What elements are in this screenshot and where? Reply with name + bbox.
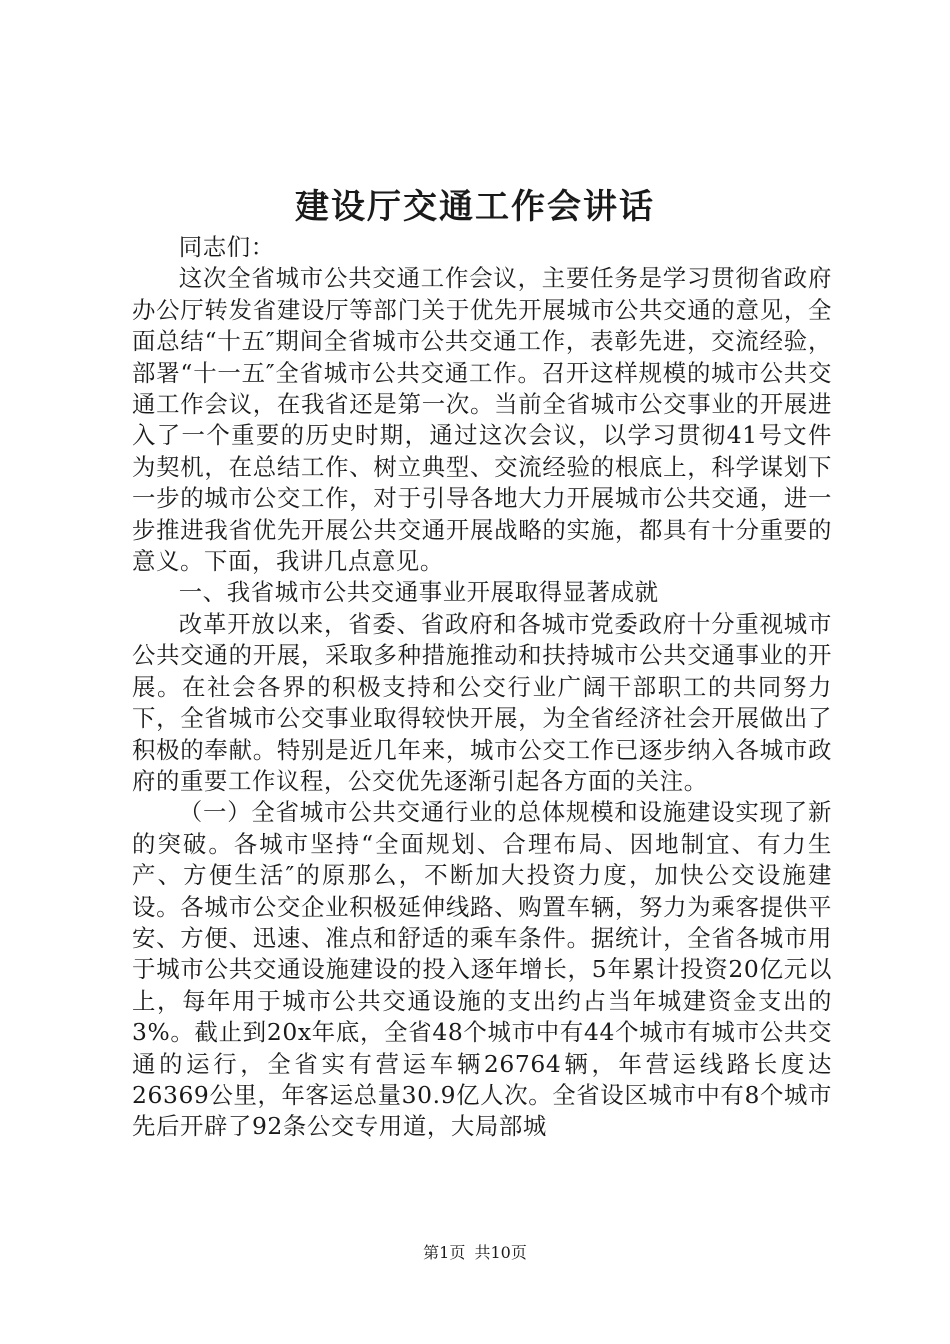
paragraph-intro: 这次全省城市公共交通工作会议，主要任务是学习贯彻省政府办公厅转发省建设厅等部门关于优先开展城市公共交通的意见，全面总结“十五″期间全省城市公共交通工作，表彰先进，交流经验，部署“十一五″全省城市公共交通工作。召开这样规模的城市公共交通工作会议，在我省还是第一次。当前全省城市公交事业的开展进入了一个重要的历史时期，通过这次会议，以学习贯彻41号文件为契机，在总结工作、树立典型、交流经验的根底上，科学谋划下一步的城市公交工作，对于引导各地大力开展城市公共交通，进一步推进我省优先开展公共交通开展战略的实施，都具有十分重要的意义。下面，我讲几点意见。: [132, 264, 832, 576]
document-title: 建设厅交通工作会讲话: [295, 187, 655, 227]
page-total: 共10页: [474, 1243, 527, 1262]
salutation: 同志们：: [178, 233, 275, 261]
document-body: [132, 232, 832, 1143]
page-number: 第1页: [423, 1243, 466, 1262]
section-heading: 一、我省城市公共交通事业开展取得显著成就: [178, 578, 659, 607]
paragraph: 改革开放以来，省委、省政府和各城市党委政府十分重视城市公共交通的开展，采取多种措施推动和扶持城市公共交通事业的开展。在社会各界的积极支持和公交行业广阔干部职工的共同努力下，全省城市公交事业取得较快开展，为全省经济社会开展做出了积极的奉献。特别是近几年来，城市公交工作已逐步纳入各城市政府的重要工作议程，公交优先逐渐引起各方面的关注。: [132, 609, 832, 795]
page-footer: [0, 1243, 950, 1263]
paragraph: （一）全省城市公共交通行业的总体规模和设施建设实现了新的突破。各城市坚持“全面规划、合理布局、因地制宜、有力生产、方便生活″的原那么，不断加大投资力度，加快公交设施建设。各城市公交企业积极延伸线路、购置车辆，努力为乘客提供平安、方便、迅速、准点和舒适的乘车条件。据统计，全省各城市用于城市公共交通设施建设的投入逐年增长，5年累计投资20亿元以上，每年用于城市公共交通设施的支出约占当年城建资金支出的3%。截止到20x年底，全省48个城市中有44个城市有城市公共交通的运行，全省实有营运车辆26764辆，年营运线路长度达26369公里，年客运总量30.9亿人次。全省设区城市中有8个城市先后开辟了92条公交专用道，大局部城: [132, 798, 832, 1141]
